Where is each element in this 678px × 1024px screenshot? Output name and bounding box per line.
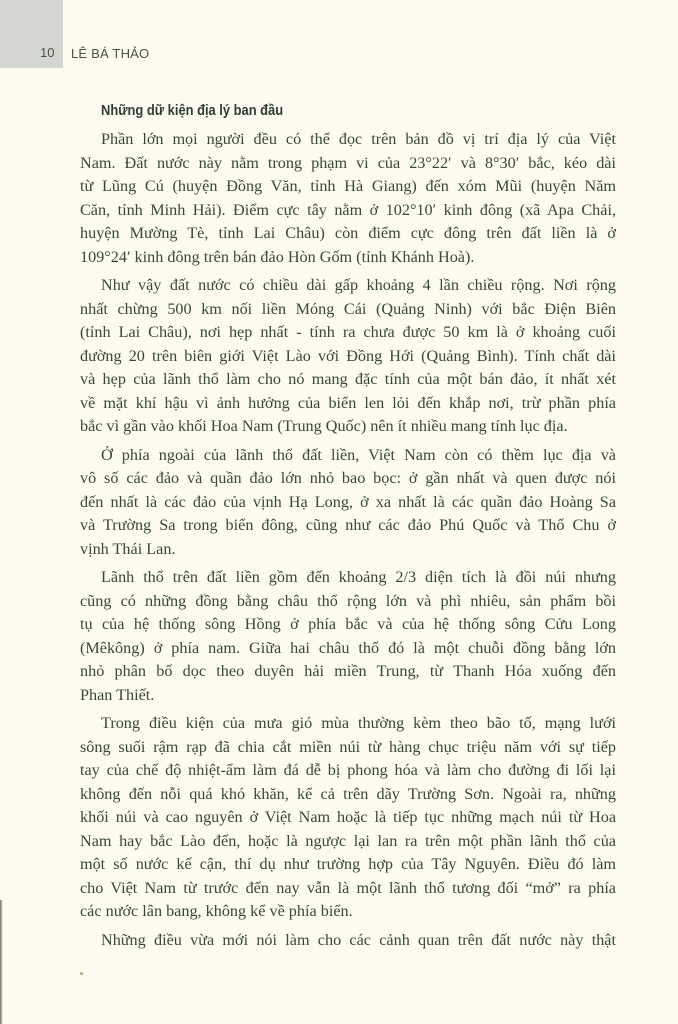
text-line: tay của chế độ nhiệt-ẩm làm đá dễ bị phong hóa và làm cho đường đi lối lại xyxy=(80,761,616,779)
text-line: Lãnh thổ trên đất liền gồm đến khoảng 2/3 diện tích là đồi núi nhưng xyxy=(101,568,616,586)
text-line: các nước lân bang, không kể về phía biển. xyxy=(80,902,353,920)
text-line: (tỉnh Lai Châu), nơi hẹp nhất - tính ra chưa được 50 km là ở khoảng cuối xyxy=(80,323,616,341)
text-line: đến nhất là các đảo của vịnh Hạ Long, ở xa nhất là các quần đảo Hoàng Sa xyxy=(80,492,616,511)
page-number: 10 xyxy=(0,42,63,64)
text-line: không đến nỗi quá khó khăn, kể cả trên dãy Trường Sơn. Ngoài ra, những xyxy=(80,784,616,803)
text-line: Ở phía ngoài của lãnh thổ đất liền, Việt Nam còn có thềm lục địa và xyxy=(101,445,616,464)
text-line: cho Việt Nam từ trước đến nay vẫn là một lãnh thổ tương đối “mở” ra phía xyxy=(80,878,616,897)
running-header xyxy=(0,42,149,64)
text-line: Trong điều kiện của mưa gió mùa thường kèm theo bão tố, mạng lưới xyxy=(101,714,616,732)
paragraph xyxy=(80,712,616,924)
section-title: Những dữ kiện địa lý ban đầu xyxy=(101,102,284,119)
text-line: sông suối rậm rạp đã chia cắt miền núi từ hàng chục triệu năm với sự tiếp xyxy=(80,737,616,756)
text-line: 109°24′ kinh đông trên bán đảo Hòn Gốm (tỉnh Khánh Hoà). xyxy=(80,247,475,266)
paragraph xyxy=(80,929,616,953)
text-line: từ Lũng Cú (huyện Đồng Văn, tỉnh Hà Giang) đến xóm Mũi (huyện Năm xyxy=(80,177,616,195)
author-name: LÊ BÁ THẢO xyxy=(71,45,150,61)
paragraph xyxy=(80,444,616,562)
text-line: nhất chừng 500 km nối liền Móng Cái (Quảng Ninh) với bắc Điện Biên xyxy=(80,299,616,318)
text-line: khối núi và cao nguyên ở Việt Nam hoặc là tiếp tục những mạch núi từ Hoa xyxy=(80,808,616,826)
text-line: Như vậy đất nước có chiều dài gấp khoảng 4 lần chiều rộng. Nơi rộng xyxy=(101,276,616,294)
text-line: huyện Mường Tè, tỉnh Lai Châu) còn điểm cực đông trên đất liền là ở xyxy=(80,224,616,242)
text-line: Phan Thiết. xyxy=(80,685,155,704)
text-line: tụ của hệ thống sông Hồng ở phía bắc và của hệ thống sông Cửu Long xyxy=(80,615,616,633)
text-line: một số nước kế cận, thí dụ như trường hợp của Tây Nguyên. Điều đó làm xyxy=(80,855,616,873)
body-text xyxy=(80,128,616,957)
text-line: Nam. Đất nước này nằm trong phạm vi của 23°22′ và 8°30′ bắc, kéo dài xyxy=(80,153,616,172)
text-line: về mặt khí hậu vì ảnh hưởng của biển len lỏi đến khắp nơi, trừ phần phía xyxy=(80,393,616,412)
text-line: nhỏ phân bố dọc theo duyên hải miền Trung, từ Thanh Hóa xuống đến xyxy=(80,662,616,680)
text-line: (Mêkông) ở phía nam. Giữa hai châu thổ đó là một chuỗi đồng bằng lớn xyxy=(80,638,616,657)
text-line: Những điều vừa mới nói làm cho các cảnh quan trên đất nước này thật xyxy=(101,930,616,949)
text-line: cũng có những đồng bằng châu thổ rộng lớn và phì nhiêu, sản phẩm bồi xyxy=(80,591,616,610)
text-line: vịnh Thái Lan. xyxy=(80,539,176,558)
paper-smudge xyxy=(80,972,83,975)
paragraph xyxy=(80,128,616,269)
text-line: đường 20 trên biên giới Việt Lào với Đồng Hới (Quảng Bình). Tính chất dài xyxy=(80,346,616,365)
text-line: Phần lớn mọi người đều có thể đọc trên bản đồ vị trí địa lý của Việt xyxy=(101,130,616,148)
text-line: vô số các đảo và quần đảo lớn nhỏ bao bọc: ở gần nhất và quen được nói xyxy=(80,469,616,487)
paragraph xyxy=(80,566,616,707)
page-edge-shadow xyxy=(0,900,3,1024)
text-line: Nam hay bắc Lào đến, hoặc là ngược lại lan ra trên một phần lãnh thổ của xyxy=(80,831,616,850)
text-line: và Trường Sa trong biển đông, cũng như các đảo Phú Quốc và Thổ Chu ở xyxy=(80,516,616,534)
text-line: Căn, tỉnh Minh Hải). Điểm cực tây nằm ở 102°10′ kinh đông (xã Apa Chải, xyxy=(80,200,616,219)
text-line: và hẹp của lãnh thổ làm cho nó mang đặc tính của một bán đảo, ít nhất xét xyxy=(80,370,616,388)
text-line: bắc vì gần vào khối Hoa Nam (Trung Quốc) nên ít nhiều mang tính lục địa. xyxy=(80,417,568,435)
paragraph xyxy=(80,274,616,439)
